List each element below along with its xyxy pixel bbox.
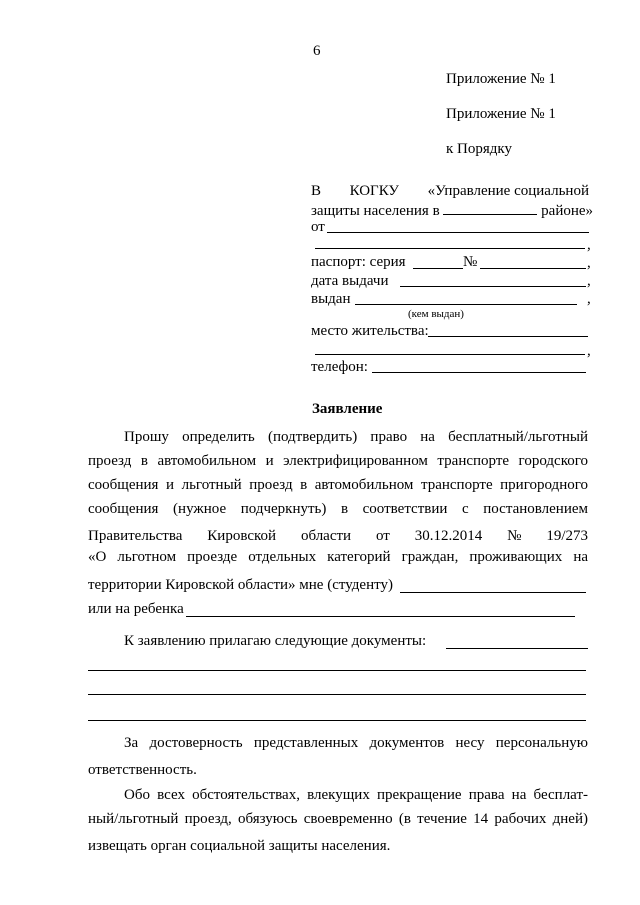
body-line-student: территории Кировской области» мне (студенту) xyxy=(88,577,393,593)
attachments-field-4[interactable] xyxy=(88,720,586,721)
comma: , xyxy=(587,291,591,307)
comma: , xyxy=(587,273,591,289)
addressee-line-2-end: районе» xyxy=(541,203,594,219)
from-field[interactable] xyxy=(327,232,589,233)
word: Правительства xyxy=(88,528,183,544)
order-label: к Порядку xyxy=(446,141,512,157)
student-field[interactable] xyxy=(400,592,586,593)
residence-label: место жительства: xyxy=(311,323,429,339)
issue-date-field[interactable] xyxy=(400,286,586,287)
body-line: извещать орган социальной защиты населения. xyxy=(88,838,391,854)
phone-field[interactable] xyxy=(372,372,586,373)
addressee-prefix: В xyxy=(311,183,322,199)
residence-field[interactable] xyxy=(428,336,588,337)
addressee-org-name: «Управление социальной xyxy=(427,183,589,199)
addressee-line-2-text: защиты населения в xyxy=(311,203,440,219)
body-line: сообщения (нужное подчеркнуть) в соответствии с постановлением xyxy=(88,501,588,517)
issue-date-label: дата выдачи xyxy=(311,273,389,289)
appendix-label-1: Приложение № 1 xyxy=(446,71,556,87)
passport-number-field[interactable] xyxy=(480,268,586,269)
attachments-field-3[interactable] xyxy=(88,694,586,695)
body-line-resolution xyxy=(88,527,588,545)
issued-by-hint: (кем выдан) xyxy=(408,308,464,320)
addressee-line-1 xyxy=(311,182,589,200)
body-line: За достоверность представленных документов несу персональную xyxy=(124,735,588,751)
comma: , xyxy=(587,237,591,253)
page-number: 6 xyxy=(313,43,321,59)
passport-number-label: № xyxy=(463,254,478,270)
comma: , xyxy=(587,343,591,359)
from-label: от xyxy=(311,219,325,235)
word: Кировской xyxy=(207,528,277,544)
word: области xyxy=(300,528,352,544)
name-field[interactable] xyxy=(315,248,585,249)
child-field[interactable] xyxy=(186,616,575,617)
addressee-line-2 xyxy=(311,200,593,220)
attachments-field-2[interactable] xyxy=(88,670,586,671)
issued-by-label: выдан xyxy=(311,291,351,307)
addressee-org: КОГКУ xyxy=(349,183,400,199)
body-line: проезд в автомобильном и электрифицированном транспорте городского xyxy=(88,453,588,469)
body-line: сообщения и льготный проезд в автомобильном транспорте пригородного xyxy=(88,477,588,493)
word: от xyxy=(375,528,390,544)
attachments-label: К заявлению прилагаю следующие документы: xyxy=(124,633,427,649)
document-title: Заявление xyxy=(312,401,383,417)
appendix-label-2: Приложение № 1 xyxy=(446,106,556,122)
body-line: ный/льготный проезд, обязуюсь своевременно (в течение 14 рабочих дней) xyxy=(88,811,588,827)
passport-series-field[interactable] xyxy=(413,268,463,269)
body-line: Обо всех обстоятельствах, влекущих прекращение права на бесплат- xyxy=(124,787,588,803)
comma: , xyxy=(587,255,591,271)
word: № xyxy=(507,528,522,544)
word: 30.12.2014 xyxy=(414,528,483,544)
body-line: ответственность. xyxy=(88,762,197,778)
district-field[interactable] xyxy=(443,200,537,215)
passport-series-label: паспорт: серия xyxy=(311,254,406,270)
body-line-child: или на ребенка xyxy=(88,601,184,617)
phone-label: телефон: xyxy=(311,359,368,375)
issued-by-field[interactable] xyxy=(355,304,577,305)
word: 19/273 xyxy=(546,528,588,544)
body-line: «О льготном проезде отдельных категорий граждан, проживающих на xyxy=(88,549,588,565)
body-line: Прошу определить (подтвердить) право на бесплатный/льготный xyxy=(124,429,588,445)
residence-field-2[interactable] xyxy=(315,354,585,355)
attachments-field[interactable] xyxy=(446,648,588,649)
